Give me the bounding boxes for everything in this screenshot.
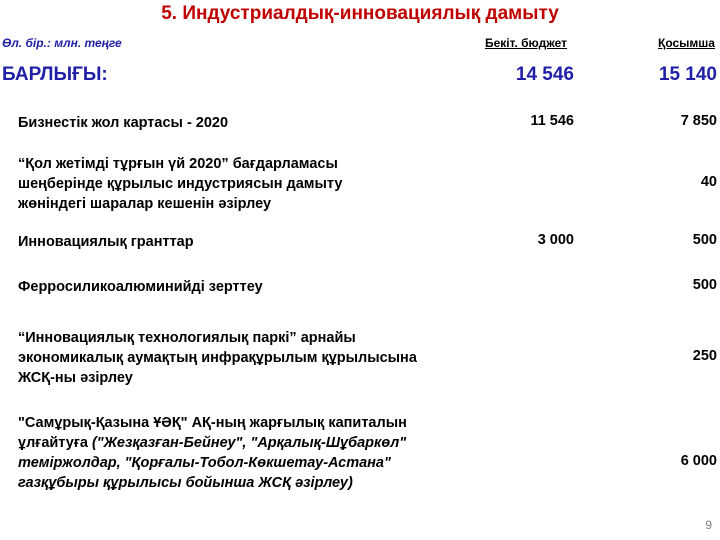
item-label: “Инновациялық технологиялық паркі” арнайы экономикалық аумақтың инфрақұрылым құрылысына ЖСҚ-ны әзірлеу bbox=[18, 330, 417, 386]
item-label bbox=[18, 413, 458, 493]
item-additional-value: 500 bbox=[692, 232, 717, 248]
total-row bbox=[0, 64, 720, 88]
item-label: Бизнестік жол картасы - 2020 bbox=[18, 115, 229, 131]
total-additional-value: 15 140 bbox=[658, 64, 717, 85]
item-label: Ферросиликоалюминийді зерттеу bbox=[18, 279, 263, 295]
item-additional-value: 250 bbox=[692, 348, 717, 364]
item-approved-value: 11 546 bbox=[530, 113, 574, 129]
page-number: 9 bbox=[705, 518, 712, 532]
budget-item bbox=[0, 413, 720, 513]
item-label: “Қол жетімді тұрғын үй 2020” бағдарламасы шеңберінде құрылыс индустриясын дамыту жөніндегі шаралар кешенін әзірлеу bbox=[18, 156, 343, 212]
total-approved-value: 14 546 bbox=[515, 64, 574, 85]
item-additional-value: 7 850 bbox=[680, 113, 717, 129]
column-header-additional: Қосымша bbox=[658, 36, 715, 50]
item-label-italic: ("Жезқазған-Бейнеу", "Арқалық-Шұбаркөл" теміржолдар, "Қорғалы-Тобол-Көкшетау-Астана" газқұбыры құрылысы бойынша ЖСҚ әзірлеу) bbox=[18, 435, 407, 491]
item-additional-value: 40 bbox=[700, 174, 717, 190]
item-additional-value: 500 bbox=[692, 277, 717, 293]
item-label: Инновациялық гранттар bbox=[18, 234, 194, 250]
budget-item bbox=[0, 277, 720, 297]
column-header-approved: Бекіт. бюджет bbox=[485, 36, 567, 50]
column-header-row bbox=[0, 36, 720, 54]
budget-item bbox=[0, 113, 720, 133]
item-label-main: "Самұрық-Қазына ҰӘҚ" АҚ-ның жарғылық капиталын ұлғайтуға bbox=[18, 415, 407, 451]
item-additional-value: 6 000 bbox=[680, 453, 717, 469]
unit-label: Өл. бір.: млн. теңге bbox=[2, 36, 122, 50]
total-label: БАРЛЫҒЫ: bbox=[2, 64, 108, 85]
budget-item bbox=[0, 154, 720, 214]
budget-item bbox=[0, 232, 720, 252]
page-title: 5. Индустриалдық-инновациялық дамыту bbox=[161, 3, 559, 24]
budget-item bbox=[0, 328, 720, 388]
item-approved-value: 3 000 bbox=[537, 232, 574, 248]
